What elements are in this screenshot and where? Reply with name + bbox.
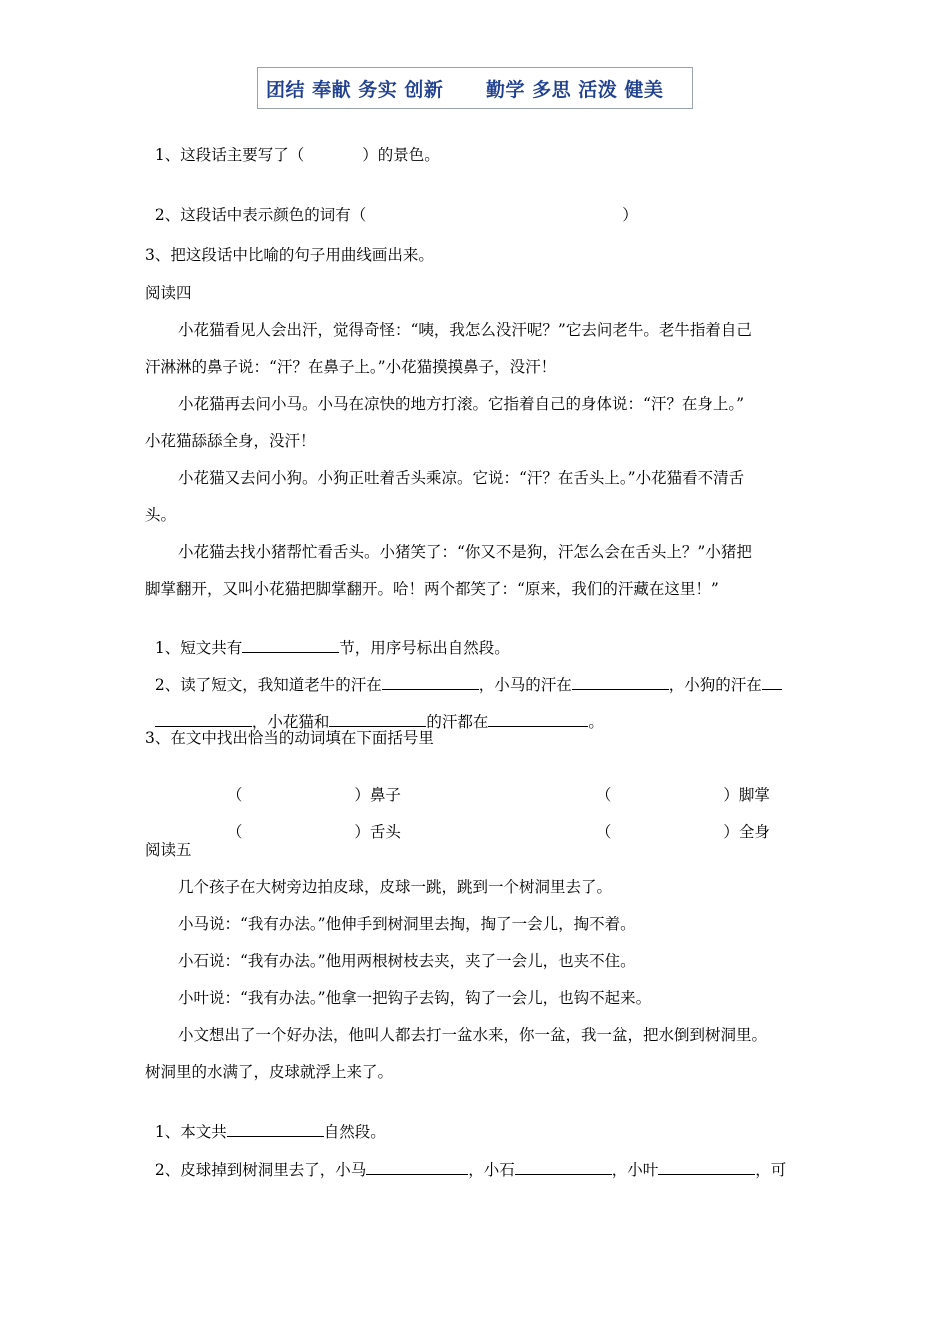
answer-blank[interactable] — [488, 710, 588, 727]
fill-item-tongue: （ ）舌头 — [226, 823, 401, 841]
reading-5-paragraph-4: 小叶说：“我有办法。”他拿一把钩子去钩，钩了一会儿，也钩不起来。 — [178, 989, 652, 1007]
reading-5-paragraph-2: 小马说：“我有办法。”他伸手到树洞里去掏，掏了一会儿，掏不着。 — [178, 915, 636, 933]
reading-5-paragraph-5-line-1: 小文想出了一个好办法，他叫人都去打一盆水来，你一盆，我一盆，把水倒到树洞里。 — [178, 1026, 768, 1044]
question-2-color-words: 2、这段话中表示颜色的词有（ ） — [154, 206, 638, 224]
answer-blank[interactable] — [329, 710, 426, 727]
reading-4-paragraph-3-line-1: 小花猫又去问小狗。小狗正吐着舌头乘凉。它说：“汗？在舌头上。”小花猫看不清舌 — [178, 469, 745, 487]
reading-5-paragraph-1: 几个孩子在大树旁边拍皮球，皮球一跳，跳到一个树洞里去了。 — [178, 878, 613, 896]
reading-5-paragraph-3: 小石说：“我有办法。”他用两根树枝去夹，夹了一会儿，也夹不住。 — [178, 952, 636, 970]
fill-item-nose: （ ）鼻子 — [226, 786, 401, 804]
school-motto-text: 团结 奉献 务实 创新 勤学 多思 活泼 健美 — [266, 78, 664, 101]
reading-5-paragraph-5-line-2: 树洞里的水满了，皮球就浮上来了。 — [145, 1063, 394, 1081]
reading-5-question-2: 2、皮球掉到树洞里去了，小马 ，小石 ，小叶 ，可 — [145, 1138, 786, 1180]
reading-5-question-1: 1、本文共 自然段。 — [145, 1100, 386, 1142]
fill-item-body: （ ）全身 — [595, 823, 770, 841]
reading-4-paragraph-2-line-2: 小花猫舔舔全身，没汗！ — [145, 432, 316, 450]
answer-blank[interactable] — [762, 673, 782, 690]
reading-4-question-3: 3、在文中找出恰当的动词填在下面括号里 — [145, 729, 434, 747]
reading-4-paragraph-2-line-1: 小花猫再去问小马。小马在凉快的地方打滚。它指着自己的身体说：“汗？在身上。” — [178, 395, 745, 413]
answer-blank[interactable] — [155, 710, 252, 727]
question-1-scenery: 1、这段话主要写了（ ）的景色。 — [154, 146, 440, 164]
reading-5-title: 阅读五 — [145, 841, 192, 859]
answer-blank[interactable] — [227, 1120, 324, 1137]
reading-4-paragraph-1-line-1: 小花猫看见人会出汗，觉得奇怪：“咦，我怎么没汗呢？”它去问老牛。老牛指着自己 — [178, 321, 752, 339]
answer-blank[interactable] — [658, 1158, 755, 1175]
school-motto-banner — [257, 67, 693, 109]
answer-blank[interactable] — [242, 636, 339, 653]
reading-4-paragraph-1-line-2: 汗淋淋的鼻子说：“汗？在鼻子上。”小花猫摸摸鼻子，没汗！ — [145, 358, 557, 376]
reading-4-paragraph-3-line-2: 头。 — [145, 506, 177, 524]
reading-4-paragraph-4-line-2: 脚掌翻开，又叫小花猫把脚掌翻开。哈！两个都笑了：“原来，我们的汗藏在这里！” — [145, 580, 719, 598]
question-3-metaphor: 3、把这段话中比喻的句子用曲线画出来。 — [145, 246, 434, 264]
reading-4-question-2-line-2: ，小花猫和 的汗都在 。 — [145, 690, 604, 732]
answer-blank[interactable] — [515, 1158, 612, 1175]
answer-blank[interactable] — [382, 673, 479, 690]
fill-item-paw: （ ）脚掌 — [595, 786, 770, 804]
reading-4-question-2-line-1: 2、读了短文，我知道老牛的汗在 ，小马的汗在 ，小狗的汗在 — [145, 653, 782, 695]
reading-4-paragraph-4-line-1: 小花猫去找小猪帮忙看舌头。小猪笑了：“你又不是狗，汗怎么会在舌头上？”小猪把 — [178, 543, 752, 561]
answer-blank[interactable] — [572, 673, 669, 690]
answer-blank[interactable] — [366, 1158, 468, 1175]
reading-4-question-1: 1、短文共有 节，用序号标出自然段。 — [145, 616, 510, 658]
reading-4-title: 阅读四 — [145, 284, 192, 302]
